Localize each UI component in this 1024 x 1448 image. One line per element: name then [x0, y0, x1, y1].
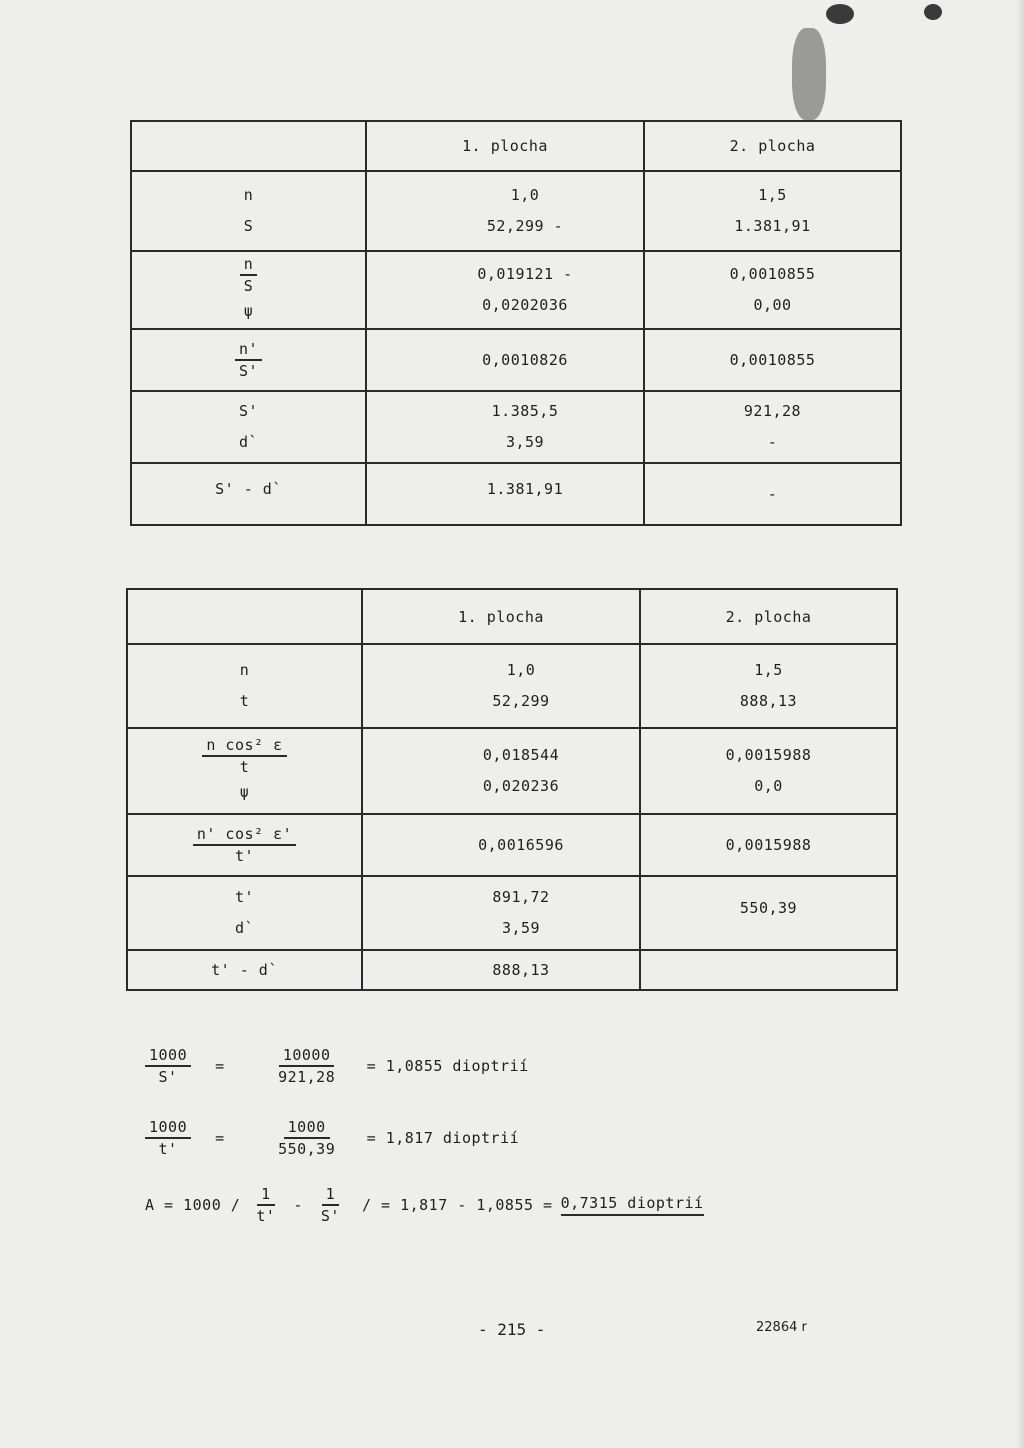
value: 1.381,91 — [734, 217, 811, 235]
header-cell-surface-1: 1. plocha — [362, 589, 640, 644]
cell-surface-1 — [362, 950, 640, 990]
value: 0,018544 — [482, 746, 560, 764]
cell-surface-2 — [644, 463, 901, 525]
row-label — [131, 329, 366, 391]
value: 0,0010855 — [729, 350, 816, 369]
value: 0,0 — [754, 777, 783, 795]
value: 0,0016596 — [478, 835, 564, 854]
row-label — [127, 728, 362, 814]
value: 1,5 — [758, 186, 787, 204]
ink-blot — [924, 4, 942, 20]
final-result: 0,7315 dioptrií — [561, 1194, 704, 1216]
label-n: n — [243, 186, 254, 204]
value: 0,0010826 — [482, 350, 568, 369]
formula-2: $\frac{1000}{t'}$ = $\frac{1000}{550,39}$ = 1,817 dioptrií — [145, 1117, 519, 1159]
table-row — [131, 463, 901, 525]
table-row — [131, 391, 901, 463]
cell-surface-2 — [640, 644, 897, 728]
value: 0,019121 - — [477, 265, 573, 283]
value: 0,0010855 — [729, 265, 816, 283]
cell-surface-1 — [362, 814, 640, 876]
cell-surface-1 — [366, 391, 644, 463]
cell-surface-2 — [640, 876, 897, 950]
label-s: S — [243, 217, 254, 235]
table-row — [127, 644, 897, 728]
value: 0,0015988 — [725, 835, 812, 854]
header-cell-empty — [127, 589, 362, 644]
row-label — [131, 251, 366, 329]
row-label — [127, 814, 362, 876]
cell-surface-1 — [362, 876, 640, 950]
label: d` — [238, 433, 259, 451]
value: 0,0015988 — [725, 746, 812, 764]
row-label — [127, 876, 362, 950]
value: 0,020236 — [482, 777, 560, 795]
value: 1,0 — [510, 186, 540, 204]
cell-surface-1 — [362, 644, 640, 728]
row-label — [127, 950, 362, 990]
value: 1.385,5 — [491, 402, 559, 420]
value: 1.381,91 — [486, 480, 564, 498]
value: - — [767, 433, 778, 451]
label: t' — [234, 888, 255, 906]
formula-3: A = 1000 / $\frac{1}{t'}$ - $\frac{1}{S'}$ / = 1,817 - 1,0855 = 0,7315 dioptrií — [145, 1185, 704, 1225]
value: 0,0202036 — [482, 296, 568, 314]
table-row — [127, 814, 897, 876]
label-t: t — [239, 692, 250, 710]
ink-blot — [826, 4, 854, 24]
table-row — [131, 171, 901, 251]
table-row — [127, 876, 897, 950]
value: 52,299 — [492, 692, 550, 710]
label: t' - d` — [211, 960, 278, 979]
row-label — [131, 171, 366, 251]
label: S' - d` — [215, 480, 282, 498]
cell-surface-2 — [640, 814, 897, 876]
value: - — [767, 484, 778, 503]
scan-edge — [1016, 0, 1024, 1448]
header-cell-empty — [131, 121, 366, 171]
value: 0,00 — [753, 296, 792, 314]
fraction-n-cos2-eps-over-t: $\frac{\text{n cos² ε}}{t}$ — [202, 735, 286, 777]
formula-1-result: = 1,0855 dioptrií — [366, 1057, 529, 1075]
table-header-row — [131, 121, 901, 171]
fraction-n-over-s: $\frac{n}{S}$ — [240, 254, 258, 296]
value: 888,13 — [492, 960, 550, 979]
value: 3,59 — [501, 919, 541, 937]
label-psi: ψ — [239, 782, 250, 801]
table-row — [127, 728, 897, 814]
value: 52,299 - — [486, 217, 564, 235]
header-cell-surface-2: 2. plocha — [644, 121, 901, 171]
label-psi: ψ — [243, 301, 254, 320]
surface-table-1 — [130, 120, 902, 526]
row-label — [131, 391, 366, 463]
value: 891,72 — [492, 888, 550, 906]
row-label — [131, 463, 366, 525]
surface-table-2 — [126, 588, 898, 991]
table-row — [127, 950, 897, 990]
ink-smudge — [792, 28, 826, 120]
fraction-n-prime-cos2-eps-prime-over-t-prime: $\frac{\text{n' cos² ε'}}{t'}$ — [193, 824, 296, 866]
value: 921,28 — [743, 402, 802, 420]
cell-surface-2 — [644, 171, 901, 251]
label: S' — [238, 402, 259, 420]
document-reference: 22864 r — [756, 1320, 807, 1335]
value: 888,13 — [739, 692, 798, 710]
cell-surface-1 — [366, 251, 644, 329]
cell-surface-2 — [640, 728, 897, 814]
cell-surface-1 — [366, 171, 644, 251]
cell-surface-2 — [644, 391, 901, 463]
value: 3,59 — [505, 433, 545, 451]
formula-1: $\frac{1000}{S'}$ = $\frac{10000}{921,28}$ = 1,0855 dioptrií — [145, 1045, 529, 1087]
label: d` — [234, 919, 255, 937]
table-row — [131, 329, 901, 391]
cell-surface-1 — [366, 463, 644, 525]
cell-surface-2 — [644, 251, 901, 329]
value: 550,39 — [739, 899, 798, 917]
value: 1,5 — [754, 661, 783, 679]
table-header-row — [127, 589, 897, 644]
table-row — [131, 251, 901, 329]
header-cell-surface-1: 1. plocha — [366, 121, 644, 171]
cell-surface-1 — [366, 329, 644, 391]
cell-surface-2 — [640, 950, 897, 990]
label-n: n — [239, 661, 250, 679]
row-label — [127, 644, 362, 728]
fraction-n-prime-over-s-prime: $\frac{n'}{S'}$ — [235, 339, 262, 381]
value: 1,0 — [506, 661, 536, 679]
cell-surface-1 — [362, 728, 640, 814]
cell-surface-2 — [644, 329, 901, 391]
formula-2-result: = 1,817 dioptrií — [366, 1129, 520, 1147]
page-number: - 215 - — [478, 1320, 546, 1339]
header-cell-surface-2: 2. plocha — [640, 589, 897, 644]
